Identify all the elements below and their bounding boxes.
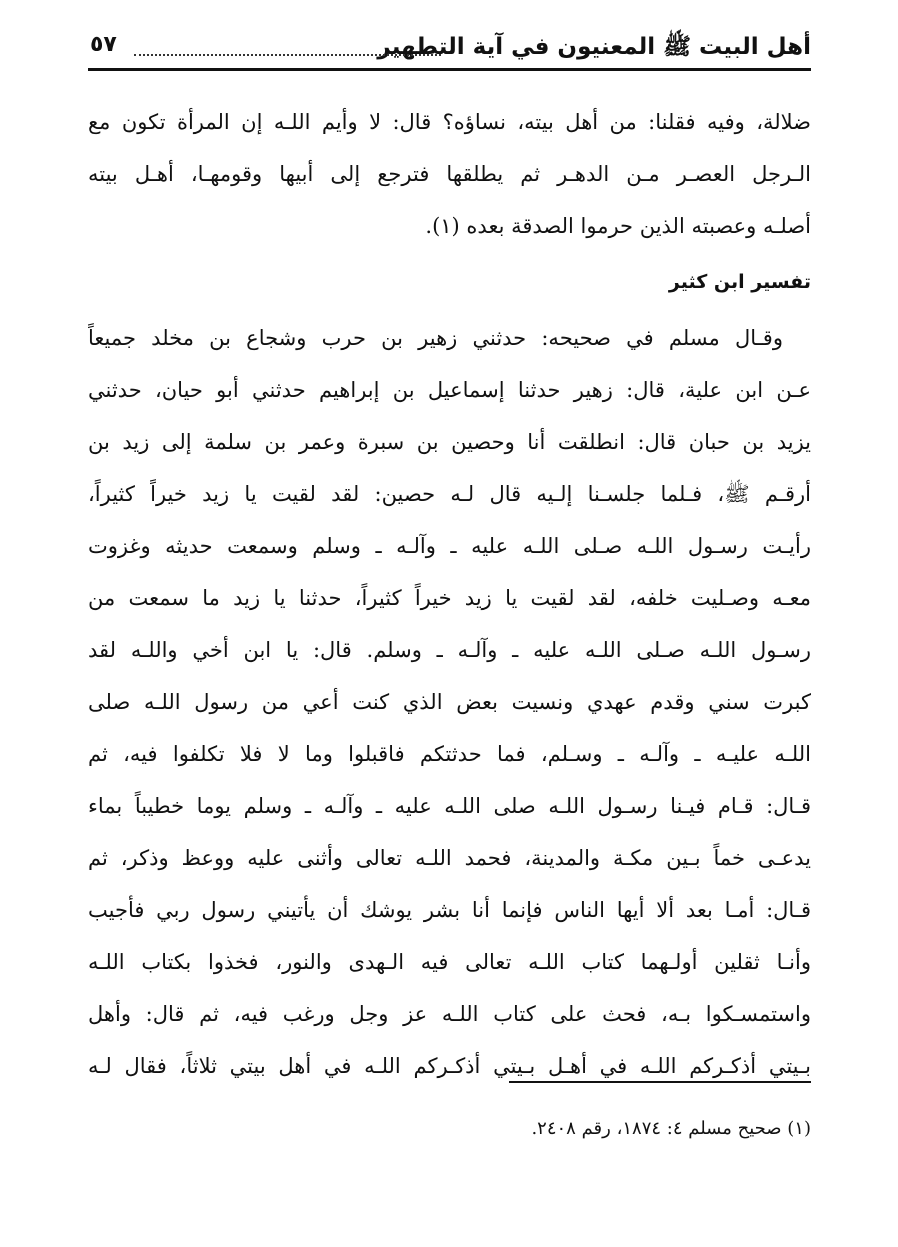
text-line: وأنـا ثقلين أولـهما كتاب اللـه تعالى فيه الـهدى والنور، فخذوا بكتاب اللـه (88, 950, 811, 974)
footnote: (١) صحيح مسلم ٤: ١٨٧٤، رقم ٢٤٠٨. (531, 1118, 811, 1139)
text-line: رسـول اللـه صـلى اللـه عليه ـ وآلـه ـ وسلم. قال: يا ابن أخي واللـه لقد (88, 638, 811, 662)
section-heading: تفسير ابن كثير (668, 271, 811, 293)
text-line: قـال: أمـا بعد ألا أيها الناس فإنما أنا بشر يوشك أن يأتيني رسول ربي فأجيب (88, 898, 811, 922)
footnote-rule (509, 1081, 811, 1083)
text-line: اللـه عليـه ـ وآلـه ـ وسـلم، فما حدثتكم فاقبلوا وما لا فلا تكلفوا فيه، ثم (88, 742, 811, 766)
text-line: قـال: قـام فيـنا رسـول اللـه صلى اللـه عليه ـ وآلـه ـ وسلم يوما خطيباً بماء (88, 794, 811, 818)
page-header (88, 28, 811, 71)
text-line: وقـال مسلم في صحيحه: حدثني زهير بن حرب وشجاع بن مخلد جميعاً (88, 326, 783, 350)
page-number: ٥٧ (90, 32, 117, 57)
body-text (88, 96, 811, 1092)
text-line: الـرجل العصـر مـن الدهـر ثم يطلقها فترجع إلى أبيها وقومهـا، أهـل بيته (88, 162, 811, 186)
leader-dots (134, 54, 441, 56)
text-line: يدعـى خماً بـين مكـة والمدينة، فحمد اللـه تعالى وأثنى عليه ووعظ وذكر، ثم (88, 846, 811, 870)
text-line: عـن ابن علية، قال: زهير حدثنا إسماعيل بن إبراهيم حدثني أبو حيان، حدثني (88, 378, 811, 402)
text-line: أصلـه وعصبته الذين حرموا الصدقة بعده (١). (425, 214, 811, 238)
text-line: معـه وصـليت خلفه، لقد لقيت يا زيد خيراً كثيراً، حدثنا يا زيد ما سمعت من (88, 586, 811, 610)
running-title: أهل البيت ﷺ المعنيون في آية التطهير (377, 34, 811, 60)
text-line: ضلالة، وفيه فقلنا: من أهل بيته، نساؤه؟ قال: لا وأيم اللـه إن المرأة تكون مع (88, 110, 811, 134)
text-line: بـيتي أذكـركم اللـه في أهـل بـيتي أذكـركم اللـه في أهل بيتي ثلاثاً، فقال لـه (88, 1054, 811, 1078)
text-line: يزيد بن حبان قال: انطلقت أنا وحصين بن سبرة وعمر بن سلمة إلى زيد بن (88, 430, 811, 454)
text-line: كبرت سني وقدم عهدي ونسيت بعض الذي كنت أعي من رسول اللـه صلى (88, 690, 811, 714)
text-line: أرقـم ﷺ، فـلما جلسـنا إلـيه قال لـه حصين: لقد لقيت يا زيد خيراً كثيراً، (88, 482, 811, 506)
text-line: واستمسـكوا بـه، فحث على كتاب اللـه عز وجل ورغب فيه، ثم قال: وأهل (88, 1002, 811, 1026)
text-line: رأيـت رسـول اللـه صـلى اللـه عليه ـ وآلـه ـ وسلم وسمعت حديثه وغزوت (88, 534, 811, 558)
